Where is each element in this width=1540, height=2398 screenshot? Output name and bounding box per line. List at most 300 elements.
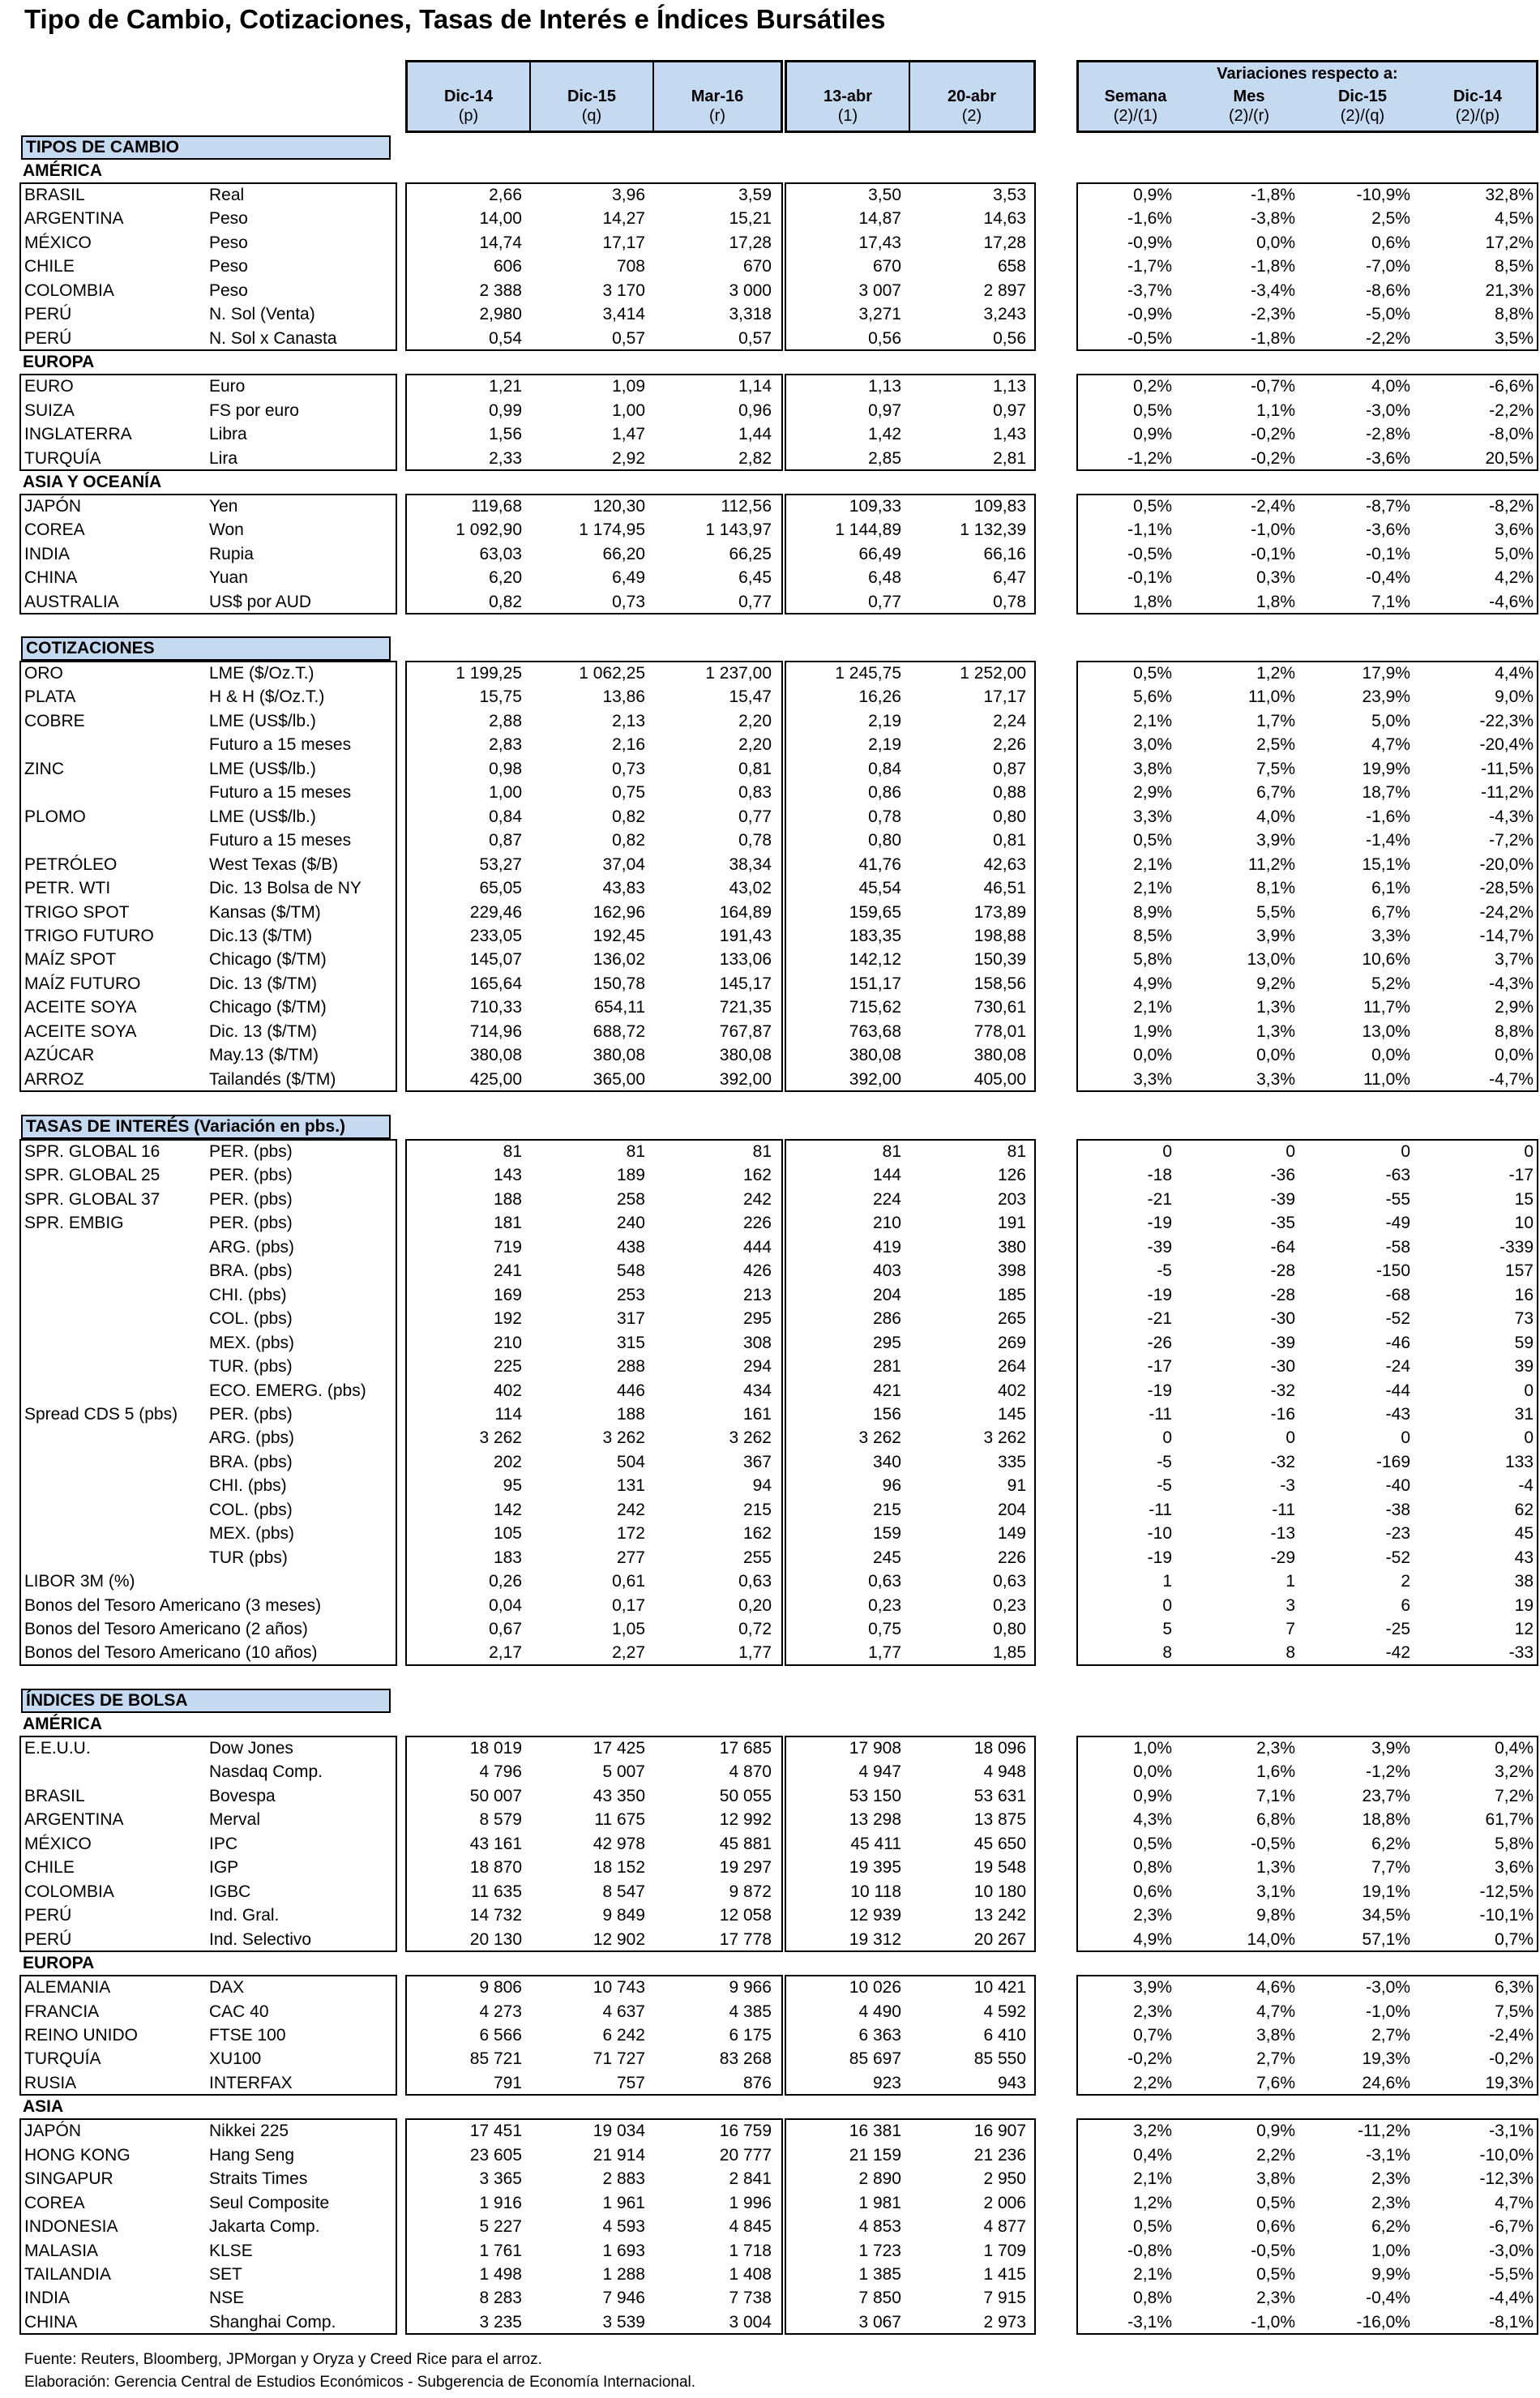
value-cell: 1 143,97 [705, 520, 772, 540]
value-cell: 85 721 [469, 2049, 522, 2069]
value-cell: 210 [872, 1214, 901, 1233]
value-cell: 2,19 [868, 711, 901, 730]
row-name: TURQUÍA [24, 2049, 101, 2069]
row-desc: Futuro a 15 meses [209, 735, 352, 755]
value-cell: 4 877 [983, 2217, 1026, 2237]
row-name: COREA [24, 2193, 85, 2212]
value-cell: 1,00 [489, 783, 522, 803]
region-label: AMÉRICA [23, 161, 102, 180]
variation-cell: 19 [1514, 1595, 1534, 1615]
table-row [0, 2071, 1540, 2095]
variation-cell: -32 [1270, 1452, 1295, 1471]
value-cell: 286 [872, 1309, 901, 1329]
value-cell: 1,42 [868, 425, 901, 444]
value-cell: 81 [882, 1142, 901, 1161]
variation-cell: -0,5% [1127, 328, 1172, 348]
variation-cell: 2,1% [1133, 854, 1172, 874]
value-cell: 10 118 [850, 1882, 901, 1901]
value-cell: 9 872 [729, 1882, 772, 1901]
value-cell: 17 778 [719, 1929, 772, 1949]
row-desc: PER. (pbs) [209, 1189, 293, 1209]
value-cell: 17,17 [983, 687, 1026, 707]
table-row [0, 1903, 1540, 1927]
row-name: SINGAPUR [24, 2169, 113, 2189]
value-cell: 714,96 [469, 1021, 522, 1041]
variation-cell: 3,0% [1133, 735, 1172, 755]
variation-cell: 4,0% [1371, 377, 1410, 396]
row-desc: BRA. (pbs) [209, 1452, 293, 1471]
value-cell: 3,59 [738, 186, 772, 204]
table-row [0, 1856, 1540, 1879]
value-cell: 288 [616, 1357, 645, 1377]
row-desc: CAC 40 [209, 2002, 269, 2021]
row-desc: Ind. Selectivo [209, 1929, 312, 1949]
row-desc: West Texas ($/B) [209, 854, 339, 874]
variation-cell: -0,5% [1251, 2241, 1295, 2260]
value-cell: 6,47 [993, 568, 1026, 588]
value-cell: 0,73 [612, 592, 645, 611]
variation-cell: -52 [1385, 1309, 1410, 1329]
variation-cell: 6,2% [1371, 2217, 1410, 2237]
variation-cell: -19 [1147, 1214, 1172, 1233]
variation-cell: -1,6% [1366, 807, 1410, 826]
variation-cell: -64 [1270, 1237, 1295, 1257]
value-cell: 45 650 [973, 1834, 1026, 1853]
value-cell: 95 [503, 1476, 522, 1496]
table-row [0, 2263, 1540, 2286]
row-name: ARGENTINA [24, 209, 124, 229]
variation-cell: 62 [1514, 1500, 1534, 1519]
value-cell: 3,243 [983, 305, 1026, 324]
row-name: LIBOR 3M (%) [24, 1572, 135, 1591]
header-levels-box [405, 60, 783, 133]
variation-cell: -5 [1157, 1452, 1172, 1471]
value-cell: 2,24 [993, 711, 1026, 730]
row-desc: US$ por AUD [209, 592, 312, 611]
value-cell: 17 685 [719, 1739, 772, 1758]
value-cell: 6,45 [738, 568, 772, 588]
table-row [0, 1379, 1540, 1402]
variation-cell: 2,1% [1133, 2265, 1172, 2284]
value-cell: 0,56 [993, 328, 1026, 348]
value-cell: 258 [616, 1189, 645, 1209]
col-header-0: Dic-14 (p) [443, 88, 494, 125]
row-name: REINO UNIDO [24, 2025, 139, 2045]
table-row [0, 1736, 1540, 1760]
value-cell: 71 727 [592, 2049, 645, 2069]
value-cell: 42,63 [983, 854, 1026, 874]
variation-cell: 8,5% [1133, 926, 1172, 945]
row-desc: N. Sol x Canasta [209, 328, 337, 348]
variation-cell: -11 [1149, 1500, 1172, 1519]
table-row [0, 1498, 1540, 1522]
variation-cell: -4,3% [1489, 974, 1534, 993]
variation-cell: 3 [1285, 1595, 1295, 1615]
value-cell: 4 273 [479, 2002, 522, 2021]
value-cell: 1 961 [602, 2193, 645, 2212]
variation-cell: 3,3% [1256, 1069, 1295, 1089]
value-cell: 0,88 [993, 783, 1026, 803]
value-cell: 2,85 [868, 448, 901, 468]
value-cell: 402 [997, 1381, 1026, 1400]
value-cell: 719 [493, 1237, 522, 1257]
table-row [0, 1880, 1540, 1903]
variation-cell: -20,0% [1479, 854, 1534, 874]
value-cell: 18 152 [592, 1858, 645, 1878]
value-cell: 730,61 [973, 998, 1026, 1017]
variation-cell: 2,7% [1256, 2049, 1295, 2069]
value-cell: 15,21 [729, 209, 772, 229]
value-cell: 0,56 [868, 328, 901, 348]
row-desc: INTERFAX [209, 2073, 293, 2092]
variation-cell: 0 [1524, 1142, 1534, 1161]
variation-cell: 1,9% [1133, 1021, 1172, 1041]
value-cell: 688,72 [592, 1021, 645, 1041]
value-cell: 20 130 [469, 1929, 522, 1949]
table-row [0, 327, 1540, 350]
variation-cell: 23,7% [1362, 1786, 1410, 1805]
value-cell: 12 058 [719, 1906, 772, 1925]
region-label: ASIA Y OCEANÍA [23, 472, 162, 491]
variation-cell: 7,2% [1495, 1786, 1534, 1805]
value-cell: 8 283 [479, 2289, 522, 2308]
variation-cell: -11,2% [1358, 2122, 1410, 2141]
value-cell: 17 451 [469, 2122, 522, 2141]
value-cell: 1,77 [868, 1643, 901, 1663]
table-row [0, 1641, 1540, 1664]
variation-cell: -1,8% [1251, 328, 1295, 348]
variation-cell: -35 [1270, 1214, 1295, 1233]
value-cell: 2,16 [612, 735, 645, 755]
value-cell: 144 [872, 1166, 901, 1185]
row-desc: MEX. (pbs) [209, 1333, 295, 1352]
value-cell: 145,07 [469, 950, 522, 970]
value-cell: 210 [493, 1333, 522, 1352]
variation-cell: 0,5% [1133, 831, 1172, 850]
value-cell: 133,06 [719, 950, 772, 970]
value-cell: 654,11 [594, 998, 645, 1017]
value-cell: 434 [742, 1381, 772, 1400]
variation-cell: 7 [1285, 1620, 1295, 1638]
value-cell: 0,72 [738, 1620, 772, 1638]
variation-cell: -43 [1385, 1404, 1410, 1424]
row-name: AUSTRALIA [24, 592, 119, 611]
value-cell: 18 870 [469, 1858, 522, 1878]
row-desc: IGBC [209, 1882, 251, 1901]
variation-cell: 0,6% [1371, 233, 1410, 252]
variation-cell: 5,6% [1133, 687, 1172, 707]
value-cell: 114 [494, 1404, 522, 1424]
value-cell: 215 [742, 1500, 772, 1519]
value-cell: 66,16 [983, 544, 1026, 563]
value-cell: 6,48 [868, 568, 901, 588]
value-cell: 1 174,95 [579, 520, 645, 540]
table-row [0, 924, 1540, 948]
value-cell: 265 [997, 1309, 1026, 1329]
table-row [0, 1808, 1540, 1831]
table-row [0, 399, 1540, 422]
value-cell: 0,63 [868, 1572, 901, 1591]
variations-caption: Variaciones respecto a: [1217, 65, 1398, 83]
variation-cell: 9,9% [1371, 2265, 1410, 2284]
variation-cell: 14,0% [1247, 1929, 1295, 1949]
row-name: TRIGO FUTURO [24, 926, 154, 945]
variation-cell: -1,4% [1366, 831, 1410, 850]
table-row [0, 1784, 1540, 1808]
variation-cell: -16 [1270, 1404, 1295, 1424]
table-row [0, 1259, 1540, 1283]
variation-cell: 15 [1514, 1189, 1534, 1209]
variation-cell: 5,8% [1495, 1834, 1534, 1853]
value-cell: 3 262 [479, 1428, 522, 1448]
variation-cell: -17 [1508, 1166, 1534, 1185]
value-cell: 0,78 [993, 592, 1026, 611]
value-cell: 192,45 [592, 926, 645, 945]
variation-cell: 5,0% [1371, 711, 1410, 730]
variation-cell: -52 [1385, 1548, 1410, 1567]
variation-cell: -7,0% [1366, 257, 1410, 276]
table-row [0, 1283, 1540, 1307]
variation-cell: 1,7% [1256, 711, 1295, 730]
table-row [0, 590, 1540, 614]
variation-cell: -0,1% [1366, 544, 1410, 563]
table-row [0, 2000, 1540, 2023]
variation-cell: 5,5% [1256, 902, 1295, 922]
value-cell: 5 007 [602, 1762, 645, 1782]
value-cell: 0,80 [993, 807, 1026, 826]
variation-cell: 19,1% [1362, 1882, 1410, 1901]
value-cell: 229,46 [469, 902, 522, 922]
variation-cell: 0,0% [1371, 1046, 1410, 1065]
value-cell: 16,26 [858, 687, 901, 707]
value-cell: 0,75 [868, 1620, 901, 1638]
variation-cell: 0,0% [1133, 1046, 1172, 1065]
row-name: PERÚ [24, 328, 72, 348]
value-cell: 0,96 [738, 400, 772, 420]
row-name: ACEITE SOYA [24, 998, 137, 1017]
variation-cell: 0 [1285, 1428, 1295, 1448]
table-row [0, 1594, 1540, 1617]
variation-cell: 21,3% [1485, 280, 1534, 300]
value-cell: 3 262 [602, 1428, 645, 1448]
value-cell: 183,35 [849, 926, 901, 945]
value-cell: 6 363 [858, 2025, 901, 2045]
value-cell: 670 [742, 257, 772, 276]
value-cell: 264 [997, 1357, 1026, 1377]
table-row [0, 2191, 1540, 2215]
row-name: INDIA [24, 544, 71, 563]
value-cell: 105 [493, 1524, 522, 1544]
variation-cell: 8,8% [1495, 1021, 1534, 1041]
value-cell: 0,73 [612, 759, 645, 778]
variation-cell: 3,6% [1495, 520, 1534, 540]
value-cell: 421 [872, 1381, 901, 1400]
variation-cell: 11,7% [1363, 998, 1410, 1017]
variation-cell: -0,5% [1251, 1834, 1295, 1853]
value-cell: 226 [742, 1214, 772, 1233]
table-row [0, 1211, 1540, 1235]
value-cell: 446 [616, 1381, 645, 1400]
value-cell: 0,84 [868, 759, 901, 778]
variation-cell: 8 [1162, 1643, 1172, 1663]
variation-cell: 24,6% [1362, 2073, 1410, 2092]
variation-cell: 4,3% [1133, 1810, 1172, 1830]
value-cell: 4 870 [729, 1762, 772, 1782]
variation-cell: 0,0% [1256, 233, 1295, 252]
variation-cell: 0,8% [1133, 2289, 1172, 2308]
variation-cell: -11 [1149, 1404, 1172, 1424]
row-name: MAÍZ SPOT [24, 950, 117, 970]
row-name: CHILE [24, 1858, 75, 1878]
variation-cell: -23 [1385, 1524, 1410, 1544]
row-name: FRANCIA [24, 2002, 100, 2021]
value-cell: 3 539 [602, 2312, 645, 2332]
value-cell: 791 [493, 2073, 522, 2092]
row-desc: Peso [209, 233, 248, 252]
section-title: ÍNDICES DE BOLSA [21, 1689, 391, 1713]
value-cell: 0,67 [489, 1620, 522, 1638]
value-cell: 0,75 [612, 783, 645, 803]
table-row [0, 2215, 1540, 2238]
variation-cell: 3,9% [1371, 1739, 1410, 1758]
value-cell: 767,87 [719, 1021, 772, 1041]
value-cell: 112,56 [721, 496, 772, 516]
row-desc: CHI. (pbs) [209, 1476, 287, 1496]
variation-cell: 6,8% [1256, 1810, 1295, 1830]
value-cell: 50 055 [719, 1786, 772, 1805]
variation-cell: 0,7% [1495, 1929, 1534, 1949]
variation-cell: 0 [1401, 1142, 1410, 1161]
variation-cell: -1,8% [1251, 257, 1295, 276]
value-cell: 405,00 [973, 1069, 1026, 1089]
value-cell: 2 388 [479, 280, 522, 300]
variation-cell: 43 [1514, 1548, 1534, 1567]
table-row [0, 1355, 1540, 1378]
variation-cell: 1,1% [1256, 400, 1295, 420]
value-cell: 19 548 [973, 1858, 1026, 1878]
variation-cell: -150 [1375, 1261, 1410, 1281]
value-cell: 8 579 [479, 1810, 522, 1830]
table-row [0, 2286, 1540, 2310]
variation-cell: 10 [1514, 1214, 1534, 1233]
value-cell: 0,57 [612, 328, 645, 348]
variation-cell: 6,7% [1256, 783, 1295, 803]
footer-credit: Elaboración: Gerencia Central de Estudios Económicos - Subgerencia de Economía Internacional. [24, 2374, 696, 2391]
page-title: Tipo de Cambio, Cotizaciones, Tasas de Interés e Índices Bursátiles [24, 4, 886, 34]
value-cell: 2 841 [729, 2169, 772, 2189]
variation-cell: 10,6% [1362, 950, 1410, 970]
value-cell: 38,34 [729, 854, 772, 874]
table-row [0, 183, 1540, 207]
value-cell: 1,05 [612, 1620, 645, 1638]
variation-cell: -1,6% [1127, 209, 1172, 229]
value-cell: 233,05 [469, 926, 522, 945]
variation-cell: 7,7% [1371, 1858, 1410, 1878]
table-row [0, 1832, 1540, 1856]
variation-cell: 1,3% [1256, 1858, 1295, 1878]
table-row [0, 1020, 1540, 1043]
variation-cell: -19 [1147, 1548, 1172, 1567]
variation-cell: -25 [1385, 1620, 1410, 1638]
value-cell: 1 693 [602, 2241, 645, 2260]
value-cell: 1 709 [983, 2241, 1026, 2260]
value-cell: 188 [616, 1404, 645, 1424]
value-cell: 21 159 [849, 2145, 901, 2165]
value-cell: 19 297 [719, 1858, 772, 1878]
row-desc: CHI. (pbs) [209, 1285, 287, 1304]
variation-cell: 2,3% [1371, 2169, 1410, 2189]
row-name: INGLATERRA [24, 425, 132, 444]
variation-cell: -5,5% [1489, 2265, 1534, 2284]
table-row [0, 948, 1540, 971]
value-cell: 444 [742, 1237, 772, 1257]
row-name: E.E.U.U. [24, 1739, 91, 1758]
variation-cell: -28 [1270, 1261, 1295, 1281]
value-cell: 1 252,00 [960, 664, 1026, 683]
value-cell: 143 [493, 1166, 522, 1185]
table-row [0, 1522, 1540, 1545]
value-cell: 8 547 [602, 1882, 645, 1901]
value-cell: 240 [616, 1214, 645, 1233]
value-cell: 0,80 [868, 831, 901, 850]
value-cell: 45,54 [858, 879, 901, 898]
value-cell: 4 947 [858, 1762, 901, 1782]
value-cell: 4 845 [729, 2217, 772, 2237]
value-cell: 42 978 [592, 1834, 645, 1853]
table-row [0, 829, 1540, 852]
table-row [0, 662, 1540, 685]
variation-cell: 7,5% [1495, 2002, 1534, 2021]
value-cell: 15,47 [729, 687, 772, 707]
value-cell: 2,19 [868, 735, 901, 755]
value-cell: 3 170 [602, 280, 645, 300]
row-name: CHINA [24, 2312, 78, 2332]
value-cell: 23 605 [469, 2145, 522, 2165]
value-cell: 6 410 [983, 2025, 1026, 2045]
variation-cell: -68 [1385, 1285, 1410, 1304]
value-cell: 91 [1007, 1476, 1026, 1496]
variation-cell: -20,4% [1479, 735, 1534, 755]
value-cell: 136,02 [592, 950, 645, 970]
value-cell: 241 [493, 1261, 522, 1281]
footer-source: Fuente: Reuters, Bloomberg, JPMorgan y Oryza y Creed Rice para el arroz. [24, 2351, 542, 2368]
value-cell: 172 [616, 1524, 645, 1544]
row-desc: Rupia [209, 544, 254, 563]
value-cell: 0,80 [993, 1620, 1026, 1638]
row-name: CHILE [24, 257, 75, 276]
table-row [0, 2310, 1540, 2334]
value-cell: 1,56 [489, 425, 522, 444]
value-cell: 367 [742, 1452, 772, 1471]
variation-cell: -12,3% [1479, 2169, 1534, 2189]
variation-cell: 17,9% [1362, 664, 1410, 683]
variation-cell: -13 [1270, 1524, 1295, 1544]
variation-cell: 1,0% [1371, 2241, 1410, 2260]
value-cell: 1 092,90 [456, 520, 522, 540]
value-cell: 81 [503, 1142, 522, 1161]
value-cell: 151,17 [849, 974, 901, 993]
value-cell: 145 [997, 1404, 1026, 1424]
variation-cell: -36 [1270, 1166, 1295, 1185]
table-row [0, 1474, 1540, 1497]
table-row [0, 1068, 1540, 1091]
row-desc: Straits Times [209, 2169, 308, 2189]
row-desc: Euro [209, 377, 246, 396]
col-header-2: Mar-16 (r) [691, 88, 744, 125]
variation-cell: -1,7% [1127, 257, 1172, 276]
variation-cell: -2,4% [1251, 496, 1295, 516]
value-cell: 2 973 [983, 2312, 1026, 2332]
